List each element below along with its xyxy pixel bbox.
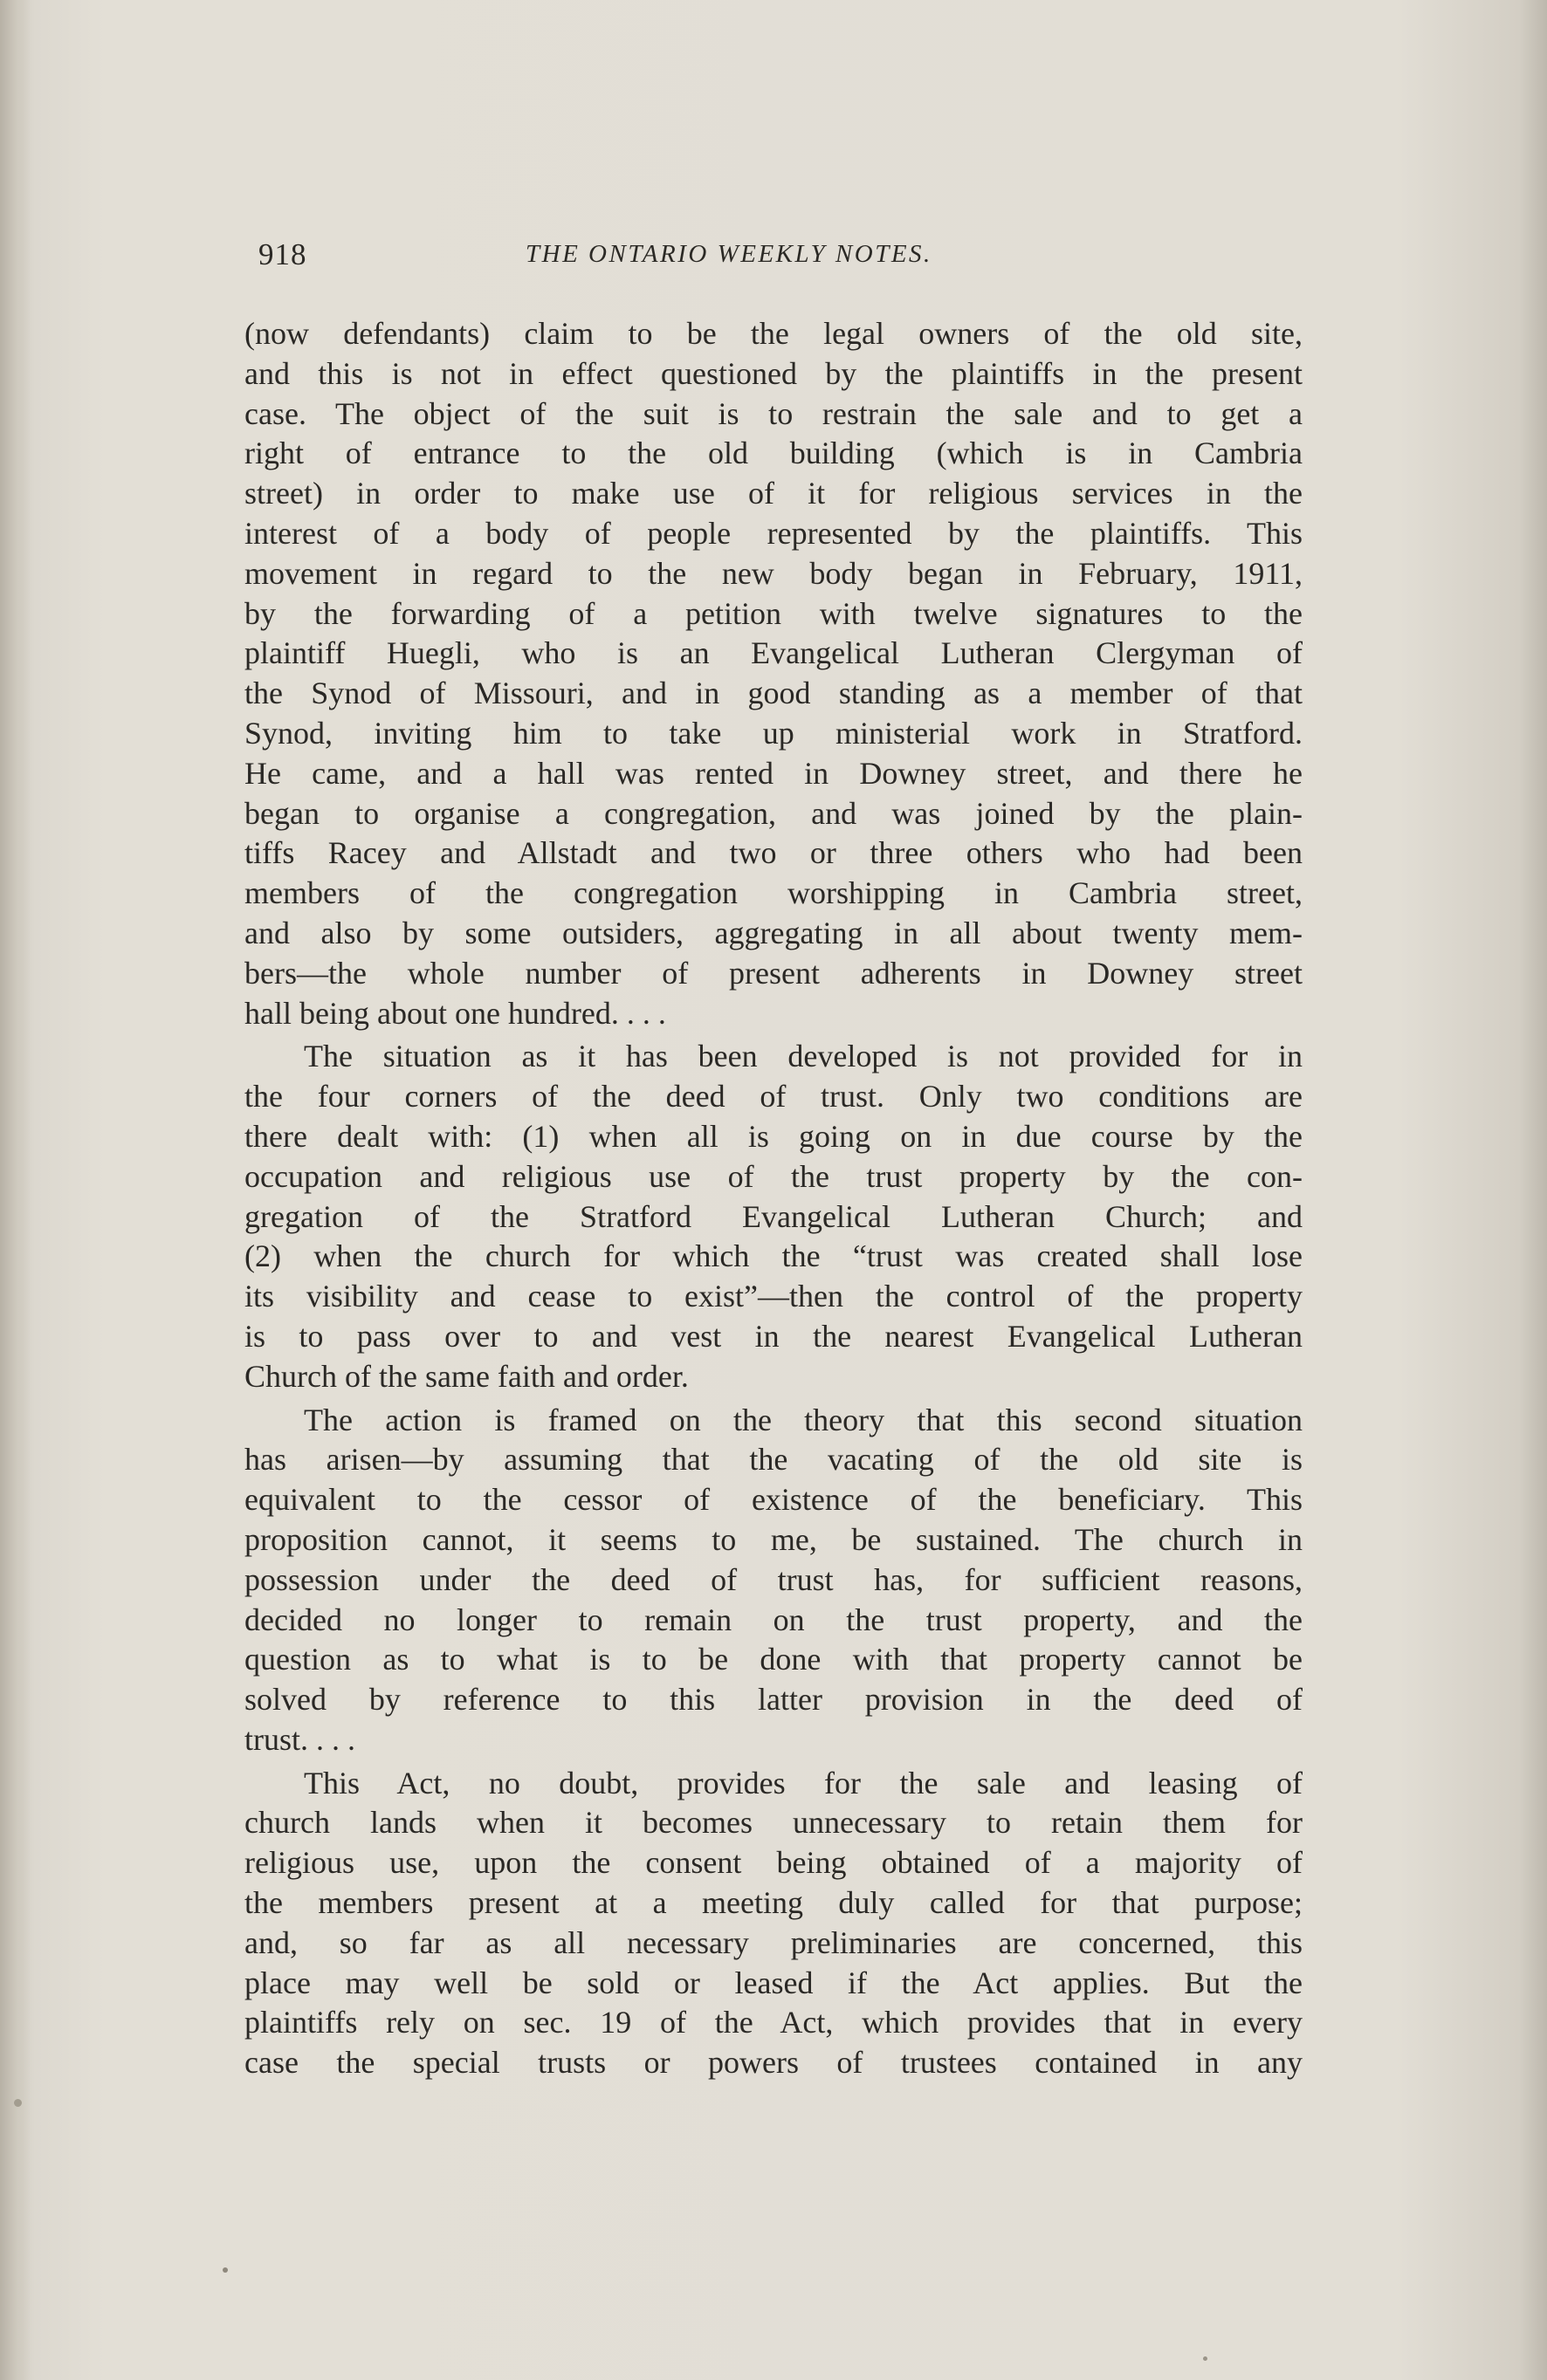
text-line: tiffs Racey and Allstadt and two or three others who had been: [244, 835, 1303, 871]
paragraph: [244, 314, 1303, 1033]
text-line: He came, and a hall was rented in Downey street, and there he: [244, 755, 1303, 791]
text-line: equivalent to the cessor of existence of the beneficiary. This: [244, 1482, 1303, 1518]
text-line: there dealt with: (1) when all is going on in due course by the: [244, 1118, 1303, 1154]
paper-speck: [1203, 2356, 1207, 2361]
text-line: right of entrance to the old building (which is in Cambria: [244, 436, 1303, 471]
text-line: the four corners of the deed of trust. Only two conditions are: [244, 1079, 1303, 1115]
text-line: began to organise a congregation, and was joined by the plain-: [244, 795, 1303, 831]
paragraph: [244, 1764, 1303, 2083]
text-line: Church of the same faith and order.: [244, 1358, 689, 1394]
text-line: solved by reference to this latter provision in the deed of: [244, 1682, 1303, 1718]
text-line: plaintiff Huegli, who is an Evangelical Lutheran Clergyman of: [244, 635, 1303, 671]
text-line: and, so far as all necessary preliminaries are concerned, this: [244, 1924, 1303, 1960]
text-line: occupation and religious use of the trust property by the con-: [244, 1158, 1303, 1194]
page-header: [258, 237, 1306, 281]
paragraph: [244, 1401, 1303, 1760]
paper-speck: [14, 2099, 22, 2107]
text-line: its visibility and cease to exist”—then the control of the property: [244, 1279, 1303, 1314]
text-line: by the forwarding of a petition with twelve signatures to the: [244, 595, 1303, 631]
running-title: THE ONTARIO WEEKLY NOTES.: [526, 240, 932, 268]
text-line: trust. . . .: [244, 1721, 356, 1757]
text-line: movement in regard to the new body began in February, 1911,: [244, 555, 1303, 591]
text-line: proposition cannot, it seems to me, be sustained. The church in: [244, 1521, 1303, 1557]
text-line: has arisen—by assuming that the vacating of the old site is: [244, 1442, 1303, 1478]
text-line: The situation as it has been developed is not provided for in: [304, 1039, 1303, 1074]
text-line: interest of a body of people represented by the plaintiffs. This: [244, 515, 1303, 551]
body-text: [244, 314, 1303, 2083]
text-line: and this is not in effect questioned by the plaintiffs in the present: [244, 355, 1303, 391]
text-line: bers—the whole number of present adherents in Downey street: [244, 955, 1303, 991]
text-line: hall being about one hundred. . . .: [244, 995, 666, 1031]
text-line: members of the congregation worshipping in Cambria street,: [244, 875, 1303, 911]
paragraph: [244, 1037, 1303, 1396]
text-line: (2) when the church for which the “trust was created shall lose: [244, 1238, 1303, 1274]
text-line: (now defendants) claim to be the legal owners of the old site,: [244, 316, 1303, 351]
text-line: The action is framed on the theory that this second situation: [304, 1402, 1303, 1437]
text-line: place may well be sold or leased if the Act applies. But the: [244, 1965, 1303, 2000]
text-line: Synod, inviting him to take up ministerial work in Stratford.: [244, 715, 1303, 751]
text-line: church lands when it becomes unnecessary to retain them for: [244, 1805, 1303, 1841]
page-number: 918: [258, 237, 307, 271]
text-line: street) in order to make use of it for religious services in the: [244, 476, 1303, 511]
text-line: This Act, no doubt, provides for the sale and leasing of: [304, 1765, 1303, 1800]
text-line: plaintiffs rely on sec. 19 of the Act, which provides that in every: [244, 2005, 1303, 2040]
text-line: is to pass over to and vest in the nearest Evangelical Lutheran: [244, 1318, 1303, 1354]
text-line: the members present at a meeting duly called for that purpose;: [244, 1885, 1303, 1921]
text-line: question as to what is to be done with that property cannot be: [244, 1642, 1303, 1677]
text-line: case. The object of the suit is to restrain the sale and to get a: [244, 395, 1303, 431]
text-line: decided no longer to remain on the trust property, and the: [244, 1602, 1303, 1637]
book-spine-shadow: [0, 0, 30, 2380]
text-line: possession under the deed of trust has, for sufficient reasons,: [244, 1561, 1303, 1597]
text-line: gregation of the Stratford Evangelical Lutheran Church; and: [244, 1198, 1303, 1234]
text-line: the Synod of Missouri, and in good standing as a member of that: [244, 676, 1303, 711]
text-line: case the special trusts or powers of trustees contained in any: [244, 2045, 1303, 2081]
text-line: religious use, upon the consent being obtained of a majority of: [244, 1845, 1303, 1881]
text-line: and also by some outsiders, aggregating in all about twenty mem-: [244, 915, 1303, 950]
paper-speck: [223, 2267, 228, 2273]
